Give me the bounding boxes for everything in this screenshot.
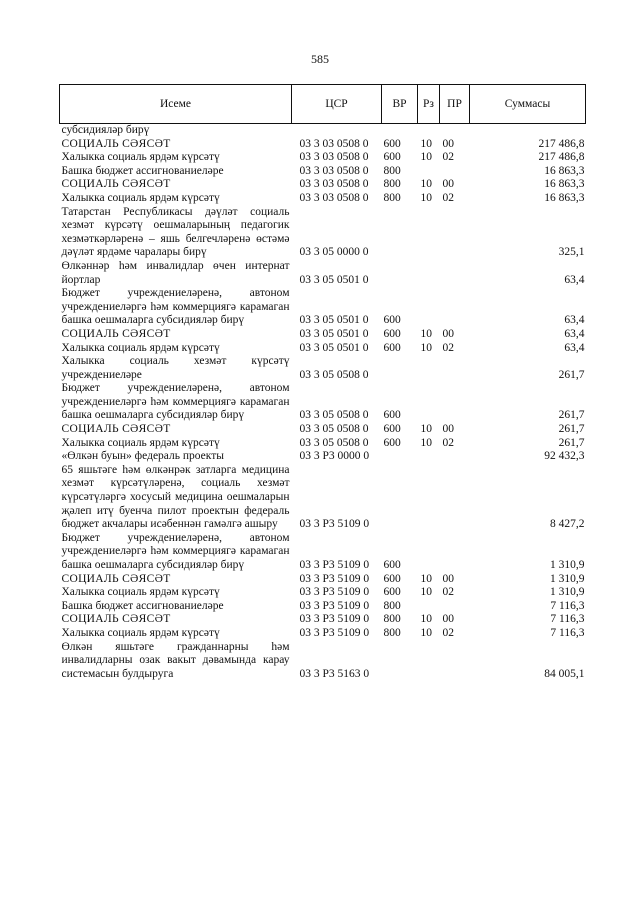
row-pr — [440, 206, 470, 260]
row-vr: 600 — [383, 586, 401, 599]
row-name: Халыкка социаль ярдәм күрсәтү — [61, 586, 220, 599]
row-name: Бюджет учреждениеләренә, автоном учреждениеләргә һәм коммерциягә карамаган башка оешмаларга субсидияләр бирү — [61, 287, 290, 327]
row-sum: 7 116,3 — [550, 613, 585, 626]
row-pr: 02 — [442, 151, 454, 164]
row-rz — [418, 450, 440, 464]
row-rz — [418, 641, 440, 682]
row-code: 03 3 05 0501 0 — [299, 341, 369, 354]
row-vr — [382, 206, 418, 260]
row-sum: 261,7 — [558, 423, 585, 436]
row-code: 03 3 Р3 5109 0 — [299, 572, 370, 585]
row-name: Халыкка социаль ярдәм күрсәтү — [61, 436, 220, 449]
row-pr — [440, 382, 470, 423]
row-name: СОЦИАЛЬ СӘЯСӘТ — [61, 178, 171, 191]
row-pr — [440, 124, 470, 138]
table-row — [60, 423, 586, 437]
row-name: Башка бюджет ассигнованиеләре — [61, 164, 224, 177]
header-code: ЦСР — [292, 85, 382, 124]
row-rz: 10 — [420, 572, 432, 585]
row-sum — [470, 124, 586, 138]
row-pr: 00 — [442, 572, 454, 585]
row-vr: 600 — [383, 559, 401, 571]
table-row — [60, 206, 586, 260]
row-pr: 02 — [442, 586, 454, 599]
row-rz — [418, 165, 440, 179]
row-code: 03 3 Р3 5109 0 — [299, 518, 370, 531]
page-number: 585 — [311, 52, 329, 66]
table-row — [60, 124, 586, 138]
row-code: 03 3 05 0000 0 — [299, 246, 369, 259]
row-vr: 800 — [383, 613, 401, 626]
row-rz — [418, 124, 440, 138]
row-sum: 1 310,9 — [550, 572, 585, 585]
row-name: 65 яшьтәге һәм өлкәнрәк затларга медицина хезмәт күрсәтүләренә, социаль хезмәт күрсәтүләргә хосусый медицина оешмаларын җәлеп итү буенча пилот проектын федераль бюджет акчалары исәбеннән гамәлгә ашыру — [61, 463, 290, 531]
table-row — [60, 178, 586, 192]
table-row — [60, 355, 586, 382]
row-rz — [418, 355, 440, 382]
row-rz — [418, 532, 440, 573]
table-row — [60, 532, 586, 573]
row-sum: 16 863,3 — [544, 178, 585, 191]
row-sum: 63,4 — [564, 327, 585, 340]
row-name: Өлкәннәр һәм инвалидлар өчен интернат йортлар — [61, 259, 290, 286]
row-code: 03 3 03 0508 0 — [299, 164, 369, 177]
row-vr: 800 — [383, 599, 401, 612]
row-sum: 261,7 — [558, 436, 585, 449]
row-name: СОЦИАЛЬ СӘЯСӘТ — [61, 572, 171, 585]
row-code: 03 3 Р3 5109 0 — [299, 559, 370, 571]
table-row — [60, 437, 586, 451]
row-rz: 10 — [420, 327, 432, 340]
row-rz — [418, 260, 440, 287]
row-code: 03 3 Р3 5109 0 — [299, 599, 370, 612]
row-sum: 84 005,1 — [544, 667, 585, 680]
table-row — [60, 613, 586, 627]
row-code: 03 3 05 0501 0 — [299, 273, 369, 286]
row-code: 03 3 05 0508 0 — [299, 423, 369, 436]
row-vr — [382, 355, 418, 382]
row-vr — [382, 641, 418, 682]
row-vr: 800 — [383, 191, 401, 204]
row-name: Халыкка социаль ярдәм күрсәтү — [61, 151, 220, 164]
row-code: 03 3 03 0508 0 — [299, 151, 369, 164]
row-name: Башка бюджет ассигнованиеләре — [61, 599, 224, 612]
table-row — [60, 573, 586, 587]
row-vr: 600 — [383, 137, 401, 150]
row-pr — [440, 532, 470, 573]
row-pr: 00 — [442, 137, 454, 150]
row-pr: 02 — [442, 626, 454, 639]
row-pr — [440, 450, 470, 464]
row-code: 03 3 Р3 5109 0 — [299, 586, 370, 599]
row-name: СОЦИАЛЬ СӘЯСӘТ — [61, 613, 171, 626]
row-code: 03 3 05 0501 0 — [299, 314, 369, 327]
table-row — [60, 192, 586, 206]
row-name: Халыкка социаль ярдәм күрсәтү — [61, 191, 220, 204]
row-name: Бюджет учреждениеләренә, автоном учреждениеләргә һәм коммерциягә карамаган башка оешмаларга субсидияләр бирү — [61, 382, 290, 422]
row-pr — [440, 641, 470, 682]
row-vr: 600 — [383, 314, 401, 327]
row-code: 03 3 03 0508 0 — [299, 137, 369, 150]
row-pr: 00 — [442, 423, 454, 436]
row-sum: 63,4 — [564, 341, 585, 354]
row-rz: 10 — [420, 626, 432, 639]
row-pr: 00 — [442, 178, 454, 191]
table-row — [60, 328, 586, 342]
row-sum: 217 486,8 — [538, 151, 585, 164]
row-code: 03 3 Р3 5163 0 — [299, 667, 370, 680]
row-sum: 325,1 — [558, 246, 585, 259]
row-name: Халыкка социаль хезмәт күрсәтү учреждениеләре — [61, 355, 290, 381]
row-sum: 16 863,3 — [544, 164, 585, 177]
row-vr: 600 — [383, 436, 401, 449]
row-code: 03 3 Р3 0000 0 — [299, 450, 370, 463]
row-code: 03 3 05 0508 0 — [299, 368, 369, 381]
row-name: СОЦИАЛЬ СӘЯСӘТ — [61, 327, 171, 340]
row-code: 03 3 05 0501 0 — [299, 327, 369, 340]
row-rz: 10 — [420, 423, 432, 436]
budget-table — [59, 84, 586, 681]
row-rz — [418, 600, 440, 614]
row-code: 03 3 05 0508 0 — [299, 409, 369, 422]
row-code: 03 3 03 0508 0 — [299, 178, 369, 191]
row-name: Халыкка социаль ярдәм күрсәтү — [61, 341, 220, 354]
row-pr: 02 — [442, 341, 454, 354]
table-row — [60, 600, 586, 614]
row-pr — [440, 287, 470, 328]
row-vr: 800 — [383, 164, 401, 177]
row-sum: 7 116,3 — [550, 626, 585, 639]
row-vr — [382, 124, 418, 138]
row-pr — [440, 355, 470, 382]
row-pr: 00 — [442, 613, 454, 626]
table-row — [60, 450, 586, 464]
row-rz: 10 — [420, 178, 432, 191]
row-pr — [440, 464, 470, 532]
table-row — [60, 627, 586, 641]
row-sum: 7 116,3 — [550, 599, 585, 612]
row-code: 03 3 Р3 5109 0 — [299, 626, 370, 639]
row-vr: 600 — [383, 341, 401, 354]
row-rz: 10 — [420, 191, 432, 204]
row-name: Халыкка социаль ярдәм күрсәтү — [61, 626, 220, 639]
row-sum: 1 310,9 — [550, 559, 585, 571]
row-pr: 02 — [442, 191, 454, 204]
row-code: 03 3 Р3 5109 0 — [299, 613, 370, 626]
row-pr — [440, 165, 470, 179]
header-vr: ВР — [382, 85, 418, 124]
table-row — [60, 586, 586, 600]
row-name: СОЦИАЛЬ СӘЯСӘТ — [61, 137, 171, 150]
row-sum: 63,4 — [564, 314, 585, 327]
row-name: Бюджет учреждениеләренә, автоном учреждениеләргә һәм коммерциягә карамаган башка оешмаларга субсидияләр бирү — [61, 531, 290, 571]
table-row — [60, 151, 586, 165]
row-rz: 10 — [420, 436, 432, 449]
row-code: 03 3 03 0508 0 — [299, 191, 369, 204]
row-pr: 02 — [442, 436, 454, 449]
row-name: Татарстан Республикасы дәүләт социаль хезмәт күрсәтү оешмаларының педагогик хезмәткәрләренә – яшь белгечләренә өстәмә дәүләт ярдәме чаралары бирү — [61, 205, 290, 259]
row-rz: 10 — [420, 613, 432, 626]
row-name: СОЦИАЛЬ СӘЯСӘТ — [61, 423, 171, 436]
row-sum: 8 427,2 — [550, 518, 585, 531]
row-vr: 600 — [383, 423, 401, 436]
row-pr: 00 — [442, 327, 454, 340]
row-sum: 261,7 — [558, 409, 585, 422]
row-rz — [418, 382, 440, 423]
row-name: субсидияләр бирү — [61, 124, 150, 136]
row-sum: 63,4 — [564, 273, 585, 286]
row-rz — [418, 206, 440, 260]
table-row — [60, 641, 586, 682]
row-sum: 1 310,9 — [550, 586, 585, 599]
row-name: Өлкән яшьтәге гражданнарны һәм инвалидларны озак вакыт дәвамында карау системасын булдыруга — [61, 640, 290, 680]
header-sum: Суммасы — [470, 85, 586, 124]
row-vr: 600 — [383, 572, 401, 585]
row-vr: 800 — [383, 178, 401, 191]
row-rz: 10 — [420, 586, 432, 599]
row-sum: 92 432,3 — [544, 450, 585, 463]
table-header-row — [60, 85, 586, 124]
row-code — [292, 124, 382, 138]
row-pr — [440, 260, 470, 287]
row-sum: 16 863,3 — [544, 191, 585, 204]
header-rz: Рз — [418, 85, 440, 124]
table-row — [60, 260, 586, 287]
row-sum: 261,7 — [558, 368, 585, 381]
table-row — [60, 342, 586, 356]
header-pr: ПР — [440, 85, 470, 124]
row-rz: 10 — [420, 341, 432, 354]
row-pr — [440, 600, 470, 614]
row-name: «Өлкән буын» федераль проекты — [61, 450, 224, 463]
row-rz — [418, 287, 440, 328]
row-vr: 600 — [383, 151, 401, 164]
row-vr: 600 — [383, 327, 401, 340]
row-sum: 217 486,8 — [538, 137, 585, 150]
row-vr — [382, 450, 418, 464]
table-row — [60, 165, 586, 179]
table-row — [60, 287, 586, 328]
row-vr: 800 — [383, 626, 401, 639]
table-row — [60, 138, 586, 152]
row-rz: 10 — [420, 151, 432, 164]
row-rz — [418, 464, 440, 532]
row-code: 03 3 05 0508 0 — [299, 436, 369, 449]
table-row — [60, 464, 586, 532]
header-name: Исеме — [60, 85, 292, 124]
row-vr: 600 — [383, 409, 401, 422]
table-row — [60, 382, 586, 423]
row-rz: 10 — [420, 137, 432, 150]
row-vr — [382, 260, 418, 287]
row-vr — [382, 464, 418, 532]
